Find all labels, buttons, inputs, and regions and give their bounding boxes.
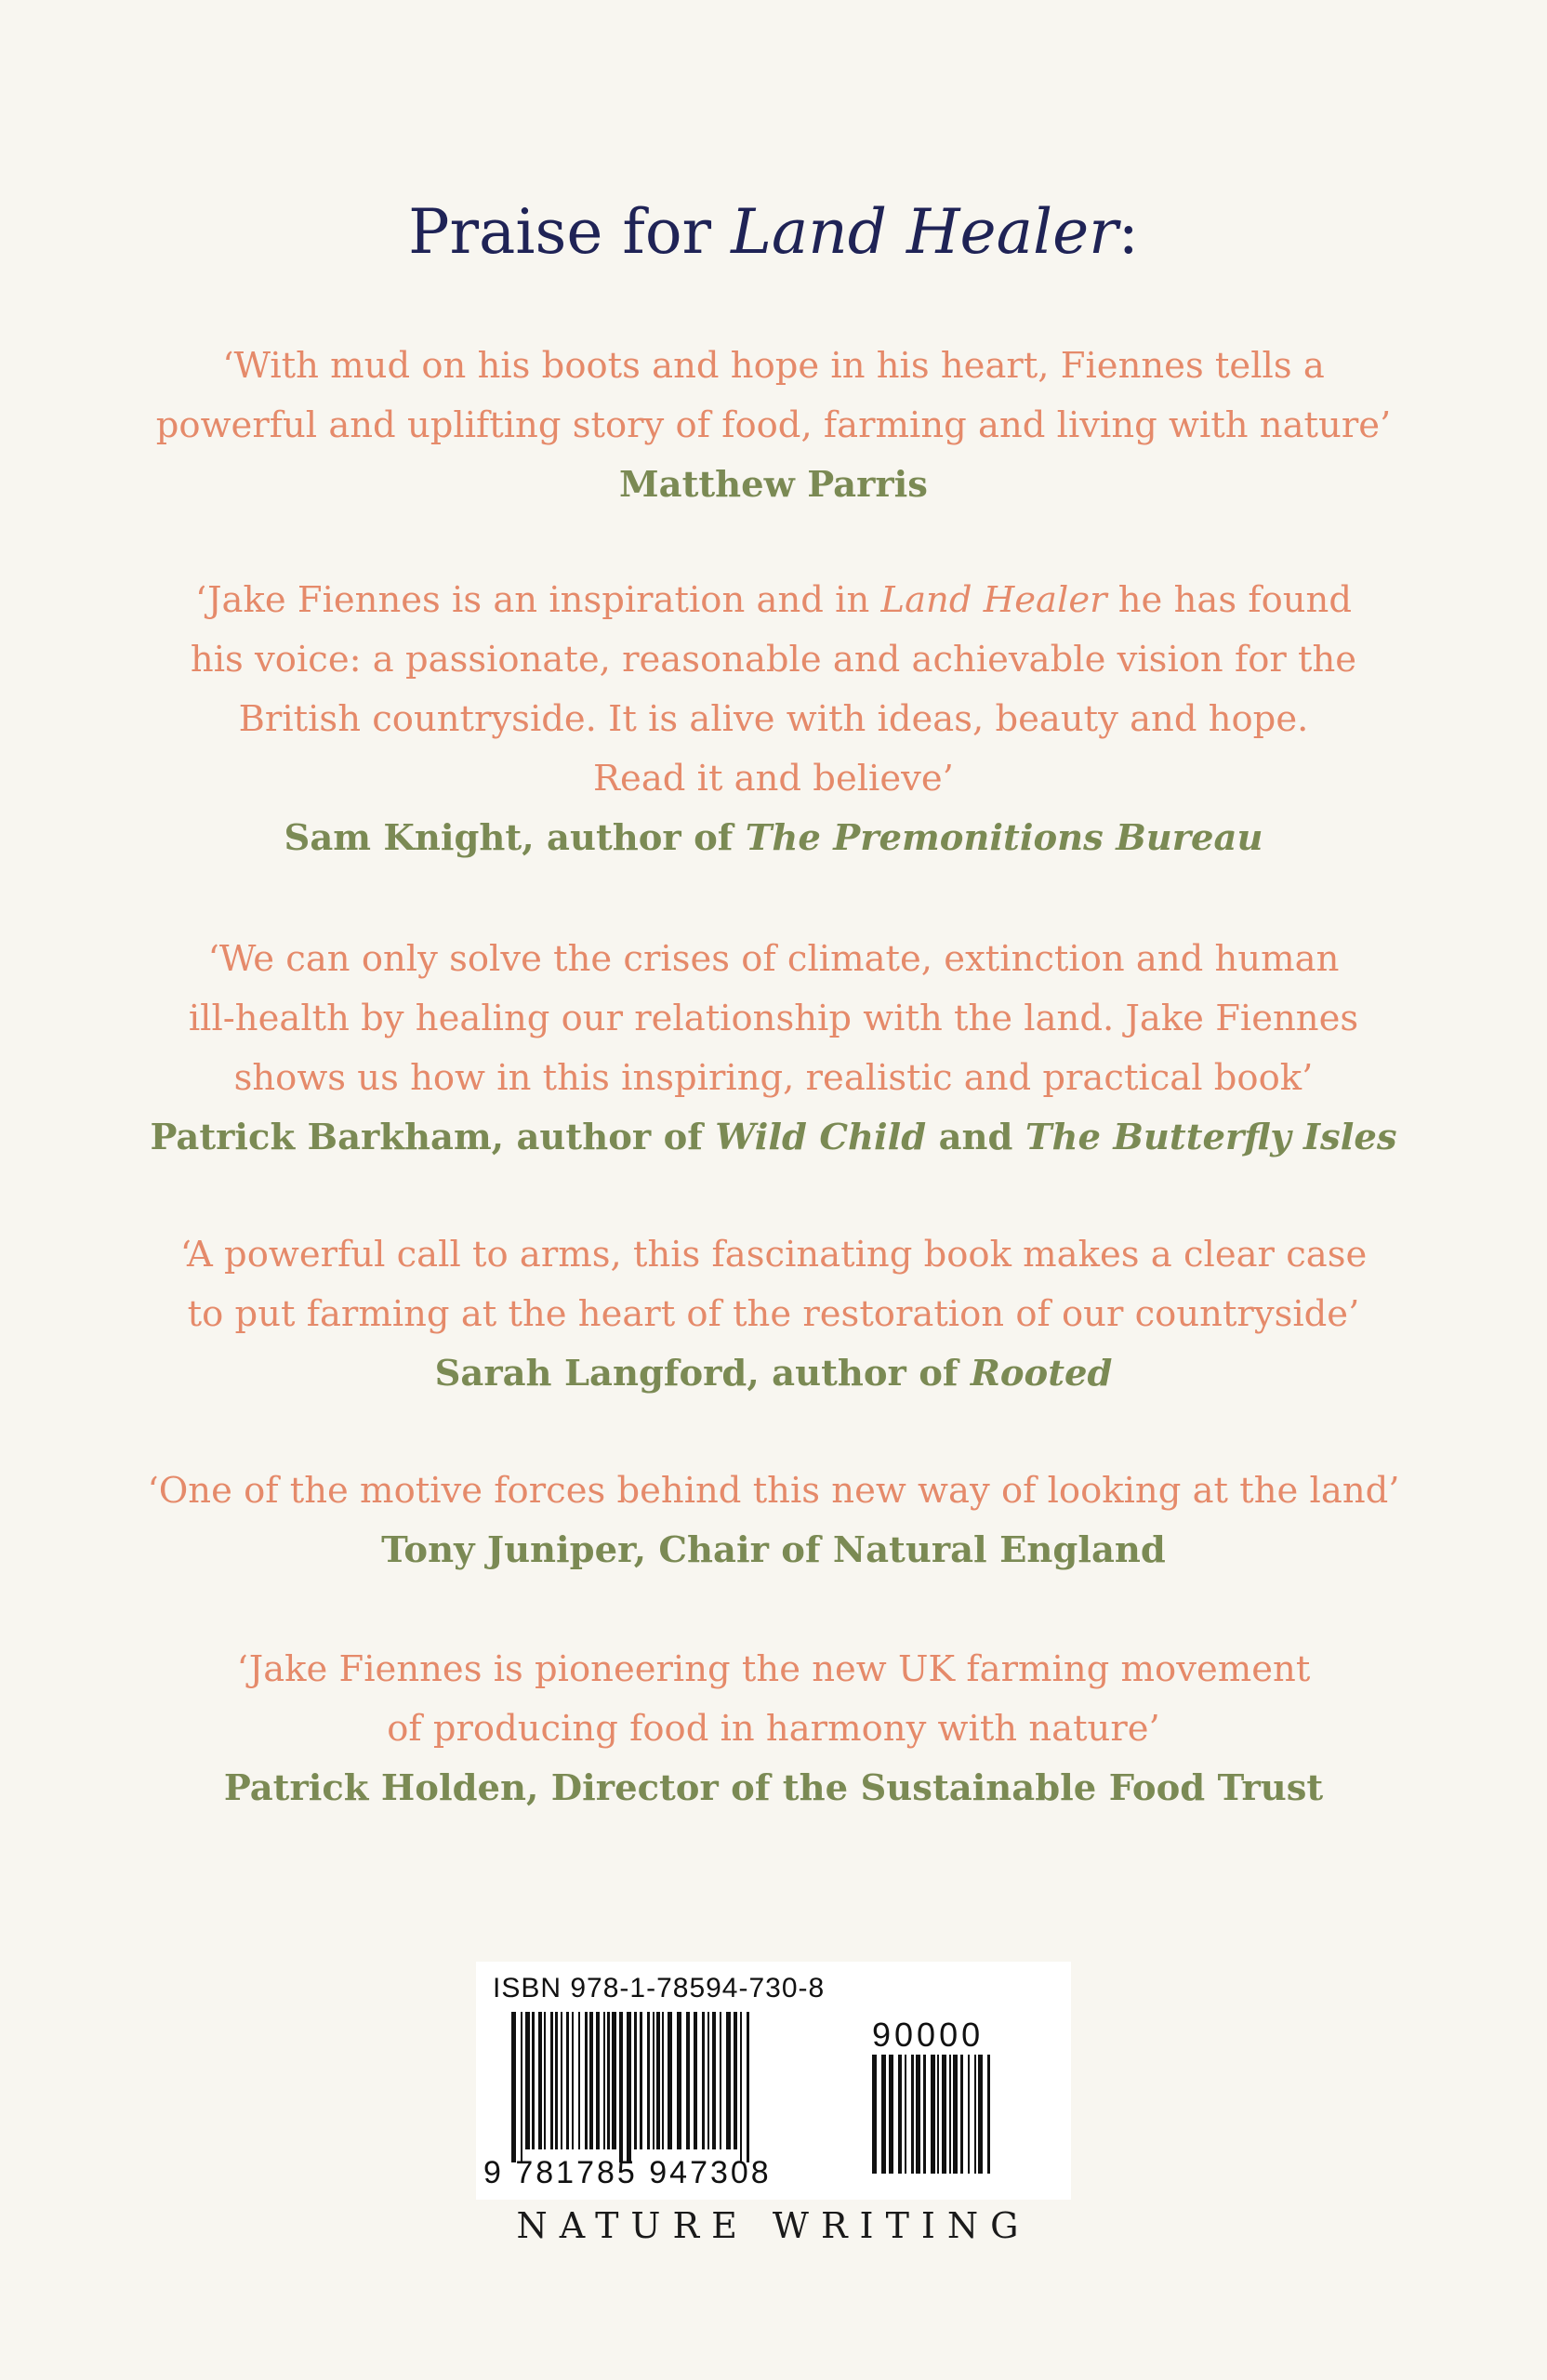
quote-line: ‘Jake Fiennes is pioneering the new UK farming movement <box>236 1648 1311 1690</box>
attribution-author: Sarah Langford, author of <box>434 1353 971 1395</box>
quote-line: Read it and believe’ <box>593 758 954 800</box>
quote-attribution: Tony Juniper, Chair of Natural England <box>381 1529 1166 1571</box>
barcode-bar <box>521 2012 522 2162</box>
barcode-bar <box>694 2012 697 2149</box>
barcode-bar <box>585 2012 588 2149</box>
addon-bar <box>987 2055 990 2174</box>
addon-bar <box>949 2055 951 2174</box>
addon-bar <box>898 2055 902 2174</box>
heading-suffix: : <box>1117 196 1139 268</box>
attribution-book-title: Rooted <box>970 1353 1113 1395</box>
addon-bar <box>974 2055 976 2174</box>
addon-bar <box>937 2055 939 2174</box>
barcode-bar <box>647 2012 650 2149</box>
quote-line-end: he has found <box>1106 579 1352 621</box>
quote-line: of producing food in harmony with nature’ <box>387 1708 1160 1750</box>
quote-line: ‘One of the motive forces behind this new way of looking at the land’ <box>147 1470 1400 1512</box>
addon-bar <box>889 2055 893 2174</box>
attribution-book-title: Wild Child <box>715 1117 927 1158</box>
quote-line: ‘With mud on his boots and hope in his heart, Fiennes tells a <box>222 345 1325 387</box>
quote-patrick-holden <box>0 1640 1547 1818</box>
barcode-bar <box>653 2012 654 2149</box>
quote-text <box>0 571 1547 809</box>
quote-line: British countryside. It is alive with ideas, beauty and hope. <box>238 698 1309 740</box>
barcode-bar <box>538 2012 542 2149</box>
barcode-bar <box>544 2012 546 2149</box>
quote-line: ‘A powerful call to arms, this fascinating book makes a clear case <box>179 1234 1368 1276</box>
barcode-bar <box>668 2012 672 2149</box>
barcode-bar <box>566 2012 569 2149</box>
addon-bar <box>905 2055 906 2174</box>
quote-text <box>0 1461 1547 1521</box>
isbn-label: ISBN 978-1-78594-730-8 <box>493 1973 826 2003</box>
barcode-bar <box>578 2012 580 2149</box>
barcode-bar <box>572 2012 574 2149</box>
quote-line: ‘We can only solve the crises of climate, extinction and human <box>207 938 1340 980</box>
addon-bar <box>931 2055 935 2174</box>
quote-attribution <box>0 1344 1547 1404</box>
attribution-conjunction: and <box>926 1117 1025 1158</box>
barcode-bar <box>740 2012 742 2162</box>
barcode-bar <box>686 2012 690 2149</box>
attribution-book-title: The Premonitions Bureau <box>745 817 1263 859</box>
addon-bar <box>968 2055 970 2174</box>
barcode-digits: 9 781785 947308 <box>483 2155 772 2190</box>
attribution-author: Sam Knight, author of <box>284 817 746 859</box>
quote-sam-knight <box>0 571 1547 868</box>
quote-tony-juniper <box>0 1461 1547 1580</box>
barcode-bar <box>550 2012 553 2149</box>
addon-bar <box>881 2055 886 2174</box>
barcode-bar <box>525 2012 530 2149</box>
barcode-bar <box>532 2012 535 2149</box>
attribution-author: Patrick Barkham, author of <box>150 1117 716 1158</box>
quote-line: powerful and uplifting story of food, farming and living with nature’ <box>155 404 1392 446</box>
addon-bar <box>942 2055 946 2174</box>
barcode-bar <box>640 2012 642 2149</box>
quote-attribution <box>0 1108 1547 1168</box>
barcode-bar <box>607 2012 610 2149</box>
barcode-bar <box>561 2012 562 2149</box>
genre-label: NATURE WRITING <box>516 2205 1031 2246</box>
barcode-bar <box>734 2012 737 2149</box>
ean-barcode <box>509 2012 829 2166</box>
barcode-bar <box>656 2012 660 2149</box>
addon-bar <box>923 2055 926 2174</box>
quote-attribution: Patrick Holden, Director of the Sustainable Food Trust <box>223 1767 1324 1809</box>
barcode-bar <box>511 2012 516 2162</box>
quote-sarah-langford <box>0 1225 1547 1404</box>
barcode-bar <box>555 2012 558 2149</box>
barcode-addon-digits: 90000 <box>872 2016 985 2054</box>
quote-book-title: Land Healer <box>880 579 1107 621</box>
barcode-bar <box>627 2012 631 2162</box>
barcode-bar <box>712 2012 716 2149</box>
quote-line: his voice: a passionate, reasonable and achievable vision for the <box>190 639 1357 681</box>
barcode-bar <box>634 2012 637 2149</box>
heading-prefix: Praise for <box>408 196 732 268</box>
quote-line: to put farming at the heart of the restoration of our countryside’ <box>187 1293 1360 1335</box>
barcode-bar <box>662 2012 664 2149</box>
barcode-bar <box>619 2012 623 2162</box>
quote-matthew-parris <box>0 337 1547 515</box>
quote-line: ill-health by healing our relationship with the land. Jake Fiennes <box>188 998 1359 1039</box>
barcode-bar <box>589 2012 593 2149</box>
quote-line <box>0 571 1547 630</box>
barcode-bar <box>720 2012 721 2149</box>
barcode-bar <box>596 2012 600 2149</box>
addon-barcode <box>870 2055 1019 2177</box>
quote-text <box>0 1640 1547 1759</box>
addon-bar <box>916 2055 920 2174</box>
addon-bar <box>911 2055 914 2174</box>
heading-book-title: Land Healer <box>731 196 1118 268</box>
barcode-bar <box>726 2012 731 2149</box>
quote-attribution <box>0 809 1547 868</box>
barcode-bar <box>707 2012 709 2149</box>
barcode-bar <box>677 2012 681 2149</box>
quote-text <box>0 930 1547 1108</box>
quote-text <box>0 337 1547 456</box>
addon-bar <box>953 2055 958 2174</box>
addon-bar <box>960 2055 963 2174</box>
quote-text <box>0 1225 1547 1344</box>
addon-bar <box>872 2055 877 2174</box>
barcode-bar <box>702 2012 705 2149</box>
praise-heading <box>0 195 1547 269</box>
addon-bar <box>978 2055 983 2174</box>
barcode-bar <box>612 2012 616 2149</box>
quote-line-start: ‘Jake Fiennes is an inspiration and in <box>195 579 881 621</box>
attribution-book-title: The Butterfly Isles <box>1025 1117 1397 1158</box>
quote-patrick-barkham <box>0 930 1547 1168</box>
quote-line: shows us how in this inspiring, realistic and practical book’ <box>233 1057 1314 1099</box>
barcode-bar <box>747 2012 749 2162</box>
quote-attribution: Matthew Parris <box>619 464 928 506</box>
barcode-bar <box>603 2012 605 2149</box>
